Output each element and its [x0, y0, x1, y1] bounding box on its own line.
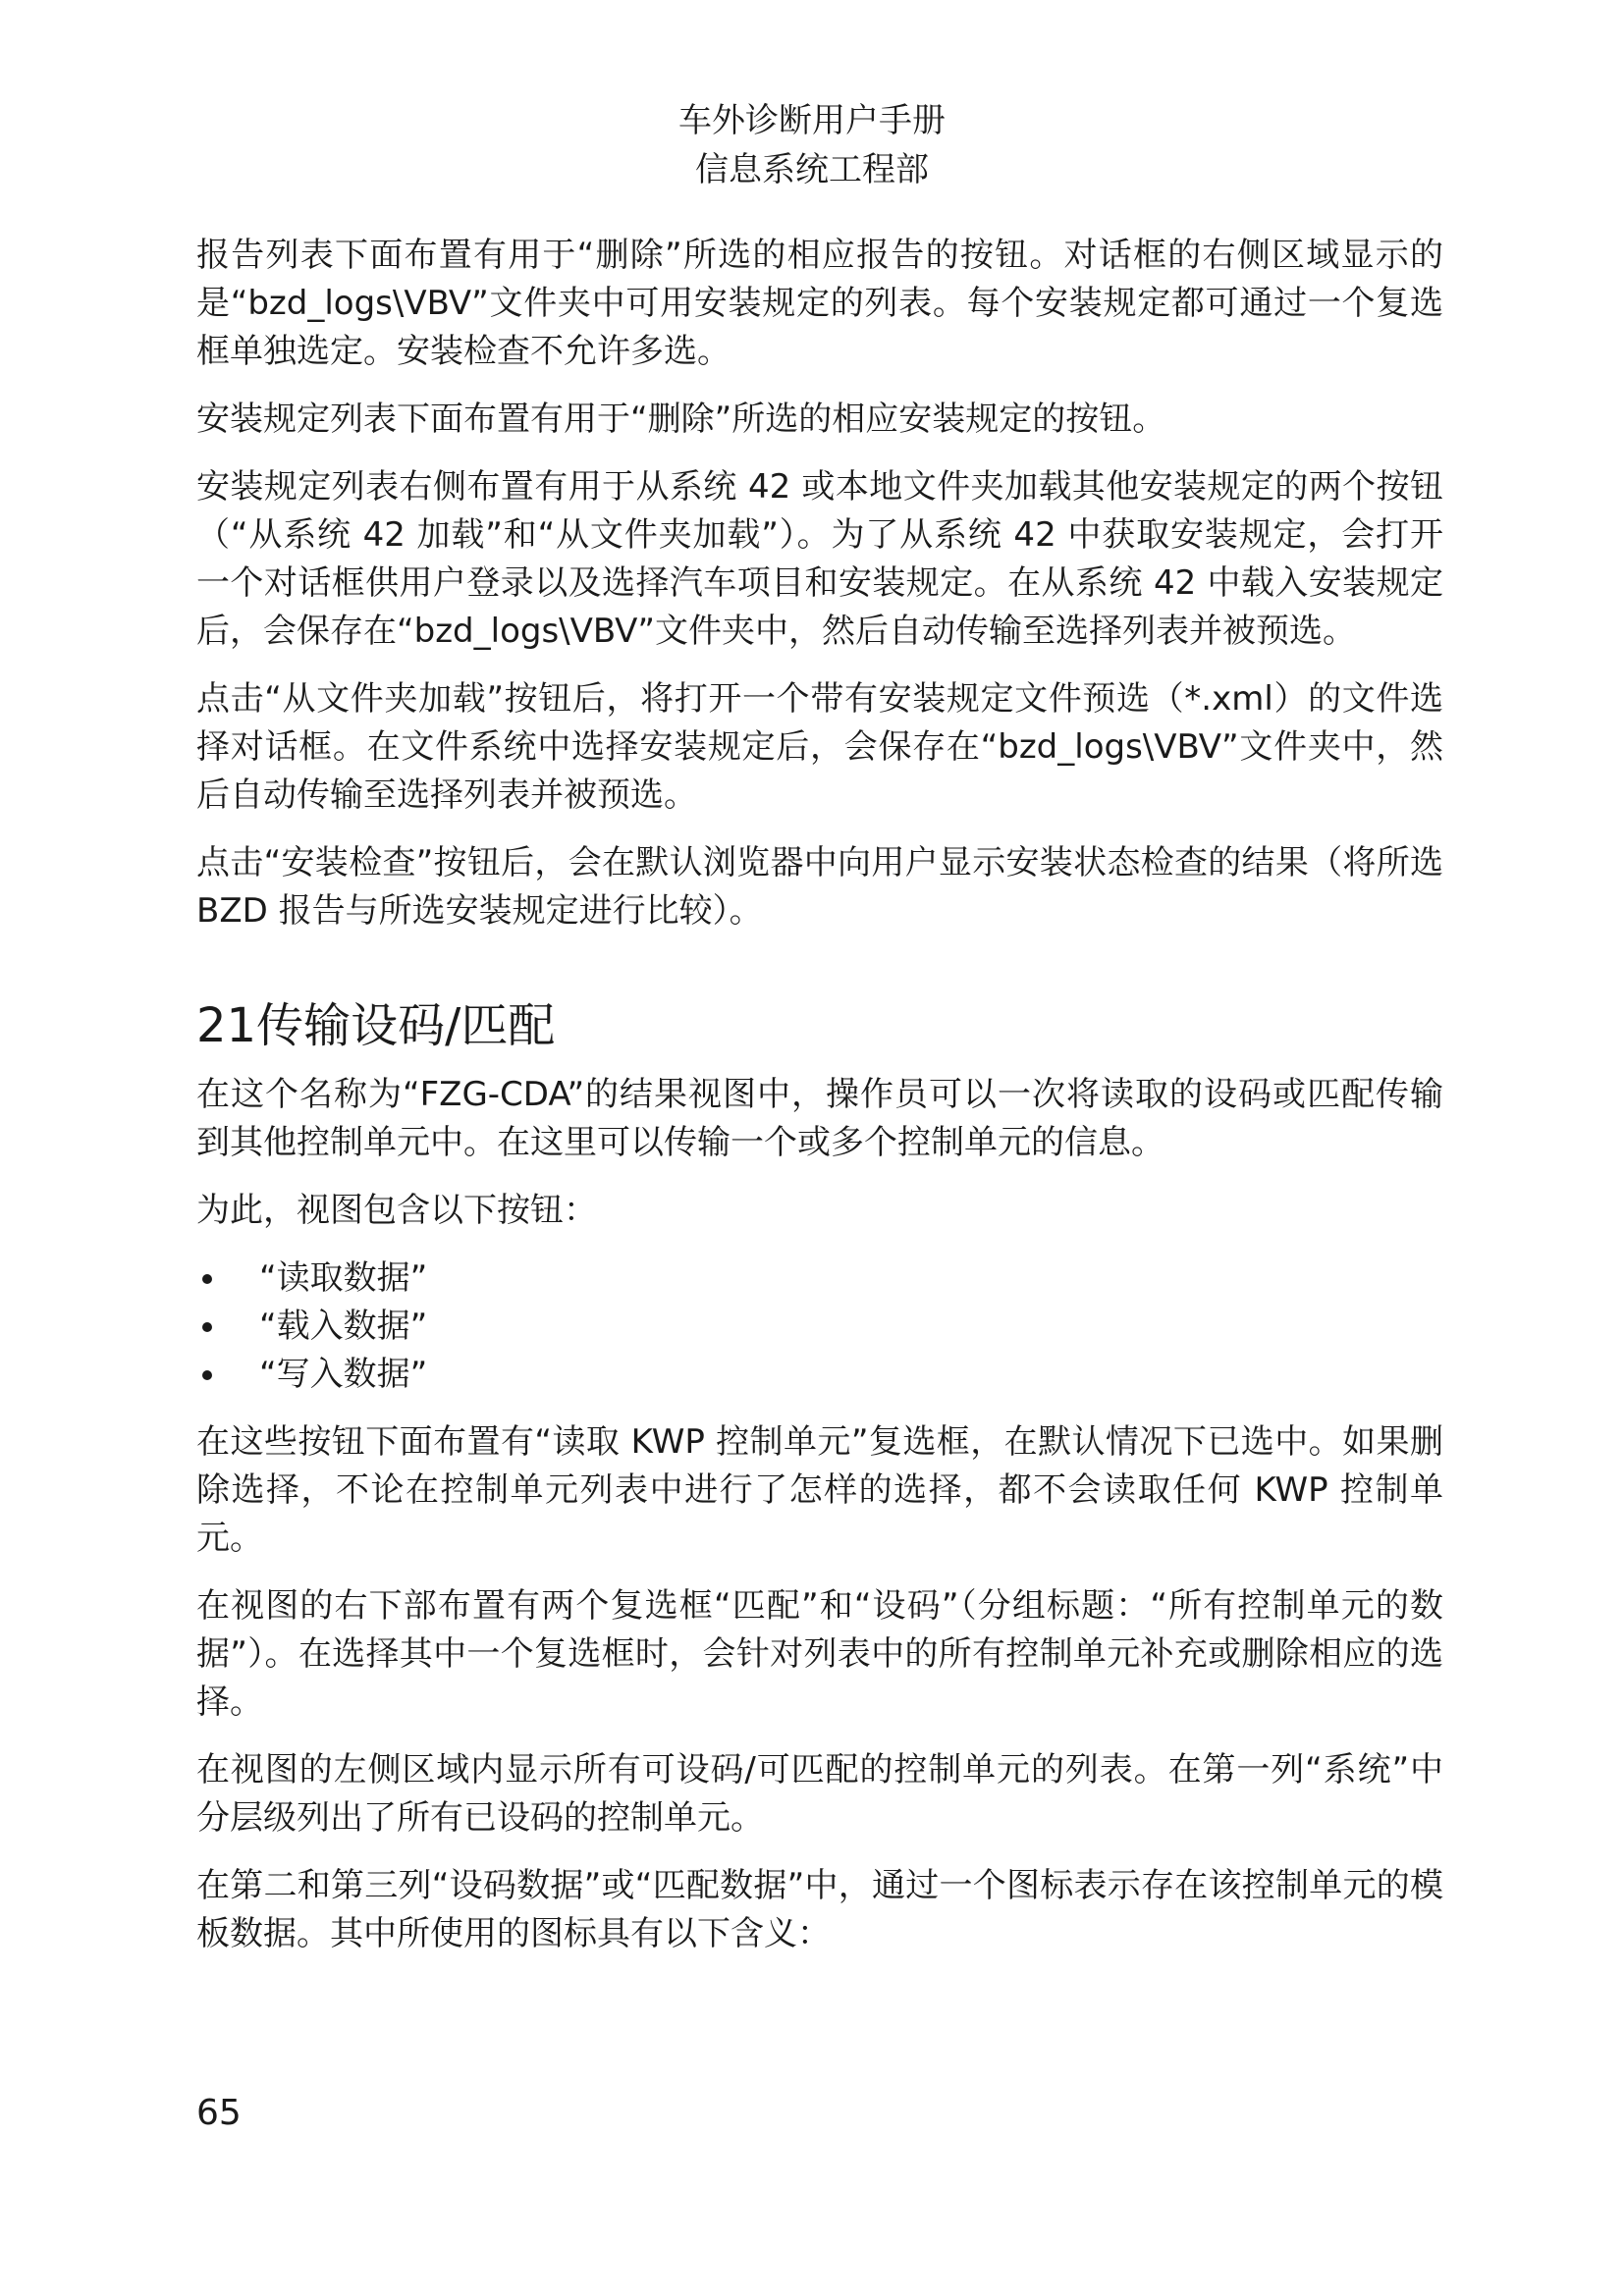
- bullet-icon: [202, 1322, 212, 1332]
- bullet-icon: [202, 1370, 212, 1380]
- list-item-text: “载入数据”: [259, 1307, 428, 1346]
- header-title: 车外诊断用户手册: [678, 101, 946, 140]
- list-item: [196, 1303, 1443, 1351]
- paragraph-icons: 在第二和第三列“设码数据”或“匹配数据”中，通过一个图标表示存在该控制单元的模板数据。其中所使用的图标具有以下含义：: [196, 1866, 1443, 1953]
- list-item-text: “写入数据”: [259, 1355, 428, 1394]
- paragraph-report-list: 报告列表下面布置有用于“删除”所选的相应报告的按钮。对话框的右侧区域显示的是“bzd_logs\VBV”文件夹中可用安装规定的列表。每个安装规定都可通过一个复选框单独选定。安装检查不允许多选。: [196, 236, 1443, 371]
- page-body: [196, 232, 1443, 1978]
- paragraph-load-from-folder: 点击“从文件夹加载”按钮后，将打开一个带有安装规定文件预选（*.xml）的文件选择对话框。在文件系统中选择安装规定后，会保存在“bzd_logs\VBV”文件夹中，然后自动传输至选择列表并被预选。: [196, 679, 1443, 815]
- paragraph-install-check: 点击“安装检查”按钮后，会在默认浏览器中向用户显示安装状态检查的结果（将所选 BZD 报告与所选安装规定进行比较）。: [196, 843, 1443, 931]
- page-header: [0, 96, 1624, 194]
- button-list: [196, 1255, 1443, 1399]
- paragraph-delete-button: 安装规定列表下面布置有用于“删除”所选的相应安装规定的按钮。: [196, 400, 1166, 439]
- paragraph-load-buttons: 安装规定列表右侧布置有用于从系统 42 或本地文件夹加载其他安装规定的两个按钮（“从系统 42 加载”和“从文件夹加载”）。为了从系统 42 中获取安装规定，会打开一个对话框供用户登录以及选择汽车项目和安装规定。在从系统 42 中载入安装规定后，会保存在“bzd_logs\VBV”文件夹中，然后自动传输至选择列表并被预选。: [196, 467, 1443, 651]
- paragraph-control-unit-list: 在视图的左侧区域内显示所有可设码/可匹配的控制单元的列表。在第一列“系统”中分层级列出了所有已设码的控制单元。: [196, 1750, 1443, 1838]
- page-number: 65: [196, 2093, 242, 2133]
- bullet-icon: [202, 1274, 212, 1284]
- paragraph-section-intro: 在这个名称为“FZG-CDA”的结果视图中，操作员可以一次将读取的设码或匹配传输到其他控制单元中。在这里可以传输一个或多个控制单元的信息。: [196, 1075, 1443, 1162]
- list-item: [196, 1351, 1443, 1399]
- header-department: 信息系统工程部: [695, 150, 929, 189]
- list-item-text: “读取数据”: [259, 1258, 428, 1298]
- section-heading: 21传输设码/匹配: [196, 998, 556, 1053]
- paragraph-kwp-checkbox: 在这些按钮下面布置有“读取 KWP 控制单元”复选框，在默认情况下已选中。如果删除选择，不论在控制单元列表中进行了怎样的选择，都不会读取任何 KWP 控制单元。: [196, 1422, 1443, 1558]
- paragraph-buttons-intro: 为此，视图包含以下按钮：: [196, 1191, 597, 1230]
- list-item: [196, 1255, 1443, 1303]
- paragraph-checkboxes: 在视图的右下部布置有两个复选框“匹配”和“设码”（分组标题：“所有控制单元的数据”）。在选择其中一个复选框时，会针对列表中的所有控制单元补充或删除相应的选择。: [196, 1586, 1443, 1722]
